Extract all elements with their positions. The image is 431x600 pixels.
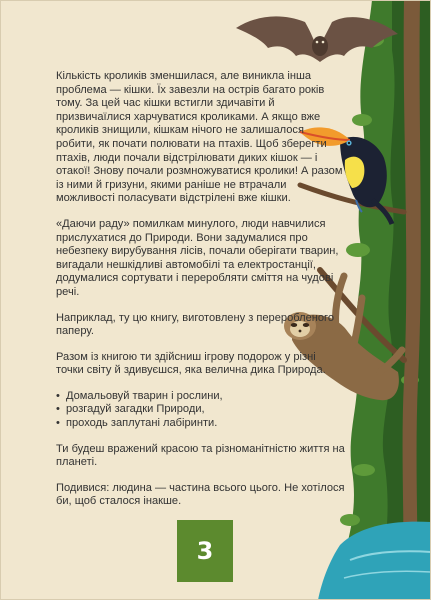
activities-list bbox=[56, 390, 346, 431]
paragraph-cats: Кількість кроликів зменшилася, але виникла інша проблема — кішки. Їх завезли на острів багато років тому. За цей час кішки встигли здичавіти й призвичаїлися харчуватися кроликами. А якщо вже кроликів знищили, кішкам нічого не залишалося робити, як почати полювати на птахів. Щоб зберегти птахів, люди почали відстрілювати диких кішок — і отакої! Знову почали розмножуватися кролики! А разом із ними й гризуни, якими раніше не втрачали можливості поласувати відстрілені вже кішки. bbox=[56, 70, 343, 205]
list-item: • проходь заплутані лабіринти. bbox=[56, 417, 346, 431]
page-text bbox=[56, 70, 346, 521]
paragraph-closing: Подивися: людина — частина всього цього. Не хотілося би, щоб сталося інакше. bbox=[56, 481, 345, 508]
paragraph-nature: «Даючи раду» помилкам минулого, люди навчилися прислухатися до Природи. Вони задумалися про небезпеку вирубування лісів, почали оберігати тварин, вигадали нешкідливі автомобілі та електростанції, додумалися сортувати і переробляти сміття на чудові речі. bbox=[56, 217, 339, 298]
paragraph-journey: Разом із книгою ти здійсниш ігрову подорож у різні точки світу й здивуєшся, яка велична дика Природа. bbox=[56, 350, 326, 377]
page-number-badge: 3 bbox=[177, 520, 233, 582]
river-water bbox=[318, 522, 431, 600]
paragraph-beauty: Ти будеш вражений красою та різноманітністю життя на планеті. bbox=[56, 442, 345, 469]
list-item: • Домальовуй тварин і рослини, bbox=[56, 390, 346, 404]
list-item: • розгадуй загадки Природи, bbox=[56, 403, 346, 417]
paragraph-recycled-paper: Наприклад, ту цю книгу, виготовлену з переробленого паперу. bbox=[56, 311, 335, 338]
